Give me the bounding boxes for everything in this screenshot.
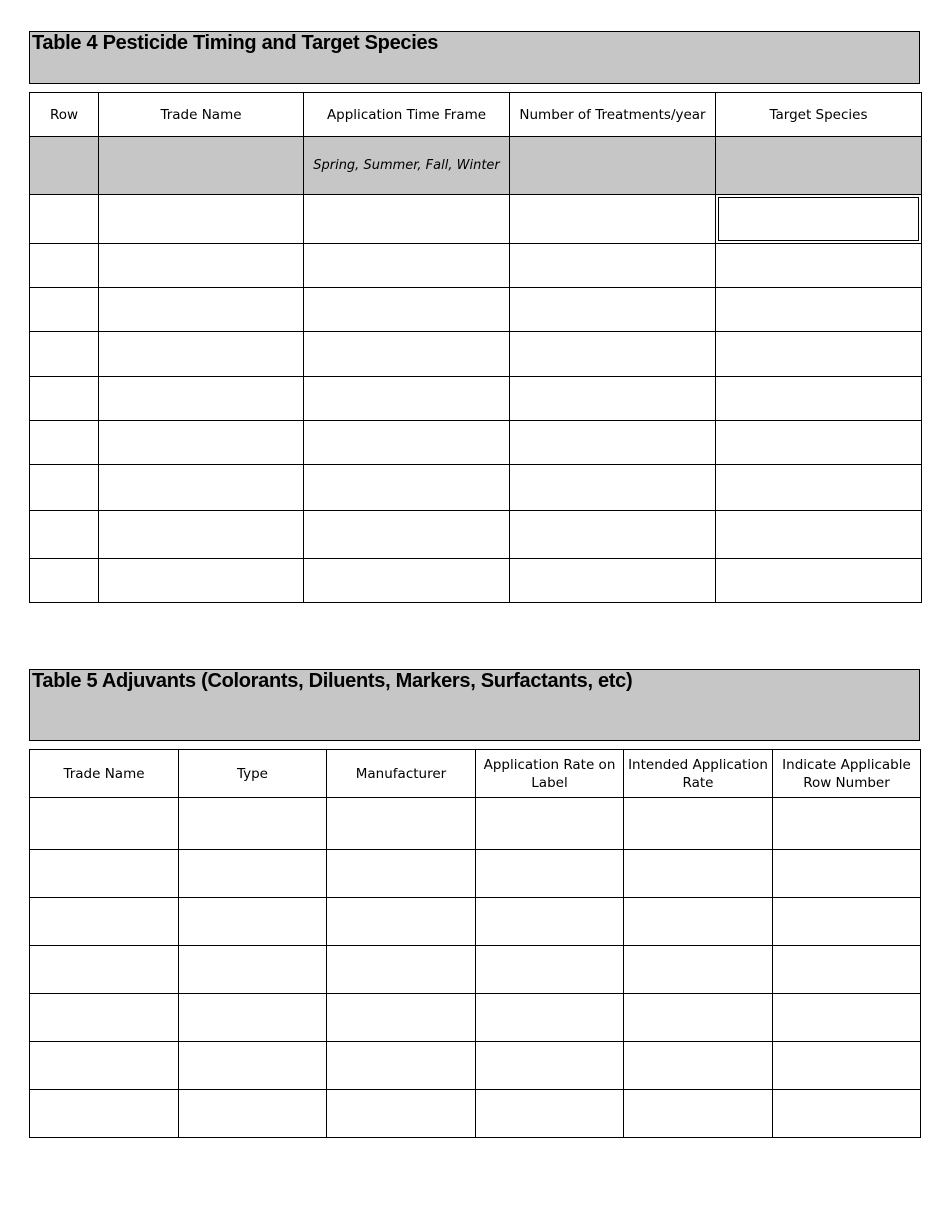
treatments-field[interactable]: [510, 559, 716, 603]
table5-header-row: [30, 750, 921, 798]
table4: [29, 92, 922, 603]
table5-row: [30, 798, 921, 850]
application-time-frame-hint: Spring, Summer, Fall, Winter: [313, 158, 500, 173]
table4-header-trade-name: Trade Name: [99, 93, 304, 137]
manufacturer-field[interactable]: [327, 850, 476, 898]
table5-header-application-rate-on-label: Application Rate on Label: [476, 750, 624, 798]
application-time-frame-field[interactable]: [304, 421, 510, 465]
trade-name-field[interactable]: [30, 946, 179, 994]
table4-row: [30, 244, 922, 288]
table4-title: Table 4 Pesticide Timing and Target Species: [32, 32, 439, 54]
treatments-field[interactable]: [510, 288, 716, 332]
application-time-frame-field[interactable]: [304, 244, 510, 288]
table4-header-target-species: Target Species: [716, 93, 922, 137]
table4-row: [30, 559, 922, 603]
intended-rate-field[interactable]: [624, 994, 773, 1042]
trade-name-field[interactable]: [99, 511, 304, 559]
type-field[interactable]: [179, 898, 327, 946]
row-field[interactable]: [30, 421, 99, 465]
application-time-frame-field[interactable]: [304, 377, 510, 421]
table5-header-applicable-row-number: Indicate Applicable Row Number: [773, 750, 921, 798]
table5-title: Table 5 Adjuvants (Colorants, Diluents, Markers, Surfactants, etc): [32, 670, 633, 692]
hint-cell: [304, 137, 510, 195]
row-field[interactable]: [30, 377, 99, 421]
table4-row: [30, 511, 922, 559]
trade-name-field[interactable]: [99, 421, 304, 465]
treatments-field[interactable]: [510, 332, 716, 377]
label-rate-field[interactable]: [476, 1042, 624, 1090]
intended-rate-field[interactable]: [624, 946, 773, 994]
trade-name-field[interactable]: [99, 332, 304, 377]
table4-row: [30, 465, 922, 511]
trade-name-field[interactable]: [30, 798, 179, 850]
manufacturer-field[interactable]: [327, 1042, 476, 1090]
target-species-field[interactable]: [716, 511, 922, 559]
application-time-frame-field[interactable]: [304, 332, 510, 377]
row-field[interactable]: [30, 288, 99, 332]
table5-row: [30, 1090, 921, 1138]
treatments-field[interactable]: [510, 465, 716, 511]
table4-header-treatments-per-year: Number of Treatments/year: [510, 93, 716, 137]
intended-rate-field[interactable]: [624, 798, 773, 850]
target-species-field[interactable]: [716, 195, 922, 244]
table5-row: [30, 994, 921, 1042]
trade-name-field[interactable]: [99, 559, 304, 603]
row-field[interactable]: [30, 332, 99, 377]
table5: [29, 749, 921, 1138]
table4-row: [30, 421, 922, 465]
application-time-frame-field[interactable]: [304, 195, 510, 244]
table4-header-application-time-frame: Application Time Frame: [304, 93, 510, 137]
table4-row: [30, 332, 922, 377]
target-species-field[interactable]: [716, 377, 922, 421]
trade-name-field[interactable]: [99, 288, 304, 332]
row-field[interactable]: [30, 511, 99, 559]
type-field[interactable]: [179, 946, 327, 994]
table5-row: [30, 850, 921, 898]
application-time-frame-field[interactable]: [304, 511, 510, 559]
treatments-field[interactable]: [510, 377, 716, 421]
row-number-field[interactable]: [773, 850, 921, 898]
table4-row: [30, 377, 922, 421]
table5-row: [30, 1042, 921, 1090]
treatments-field[interactable]: [510, 195, 716, 244]
hint-cell: [99, 137, 304, 195]
trade-name-field[interactable]: [99, 377, 304, 421]
target-species-field[interactable]: [716, 559, 922, 603]
table4-header-row: [30, 93, 922, 137]
type-field[interactable]: [179, 798, 327, 850]
row-field[interactable]: [30, 465, 99, 511]
table5-header-manufacturer: Manufacturer: [327, 750, 476, 798]
intended-rate-field[interactable]: [624, 1090, 773, 1138]
type-field[interactable]: [179, 994, 327, 1042]
hint-cell: [716, 137, 922, 195]
target-species-field[interactable]: [716, 421, 922, 465]
table5-header-intended-application-rate: Intended Application Rate: [624, 750, 773, 798]
trade-name-field[interactable]: [99, 465, 304, 511]
manufacturer-field[interactable]: [327, 946, 476, 994]
intended-rate-field[interactable]: [624, 898, 773, 946]
row-number-field[interactable]: [773, 994, 921, 1042]
target-species-field[interactable]: [716, 288, 922, 332]
label-rate-field[interactable]: [476, 1090, 624, 1138]
row-field[interactable]: [30, 559, 99, 603]
treatments-field[interactable]: [510, 511, 716, 559]
trade-name-field[interactable]: [99, 244, 304, 288]
application-time-frame-field[interactable]: [304, 288, 510, 332]
label-rate-field[interactable]: [476, 798, 624, 850]
focused-field-box[interactable]: [718, 197, 919, 241]
table5-header-trade-name: Trade Name: [30, 750, 179, 798]
type-field[interactable]: [179, 850, 327, 898]
label-rate-field[interactable]: [476, 850, 624, 898]
row-number-field[interactable]: [773, 1042, 921, 1090]
manufacturer-field[interactable]: [327, 994, 476, 1042]
table4-header-row-col: Row: [30, 93, 99, 137]
row-number-field[interactable]: [773, 946, 921, 994]
hint-cell: [510, 137, 716, 195]
target-species-field[interactable]: [716, 332, 922, 377]
trade-name-field[interactable]: [30, 850, 179, 898]
target-species-field[interactable]: [716, 244, 922, 288]
table4-row: [30, 288, 922, 332]
table5-row: [30, 898, 921, 946]
trade-name-field[interactable]: [99, 195, 304, 244]
trade-name-field[interactable]: [30, 1090, 179, 1138]
label-rate-field[interactable]: [476, 946, 624, 994]
table5-header-type: Type: [179, 750, 327, 798]
type-field[interactable]: [179, 1090, 327, 1138]
table4-hint-row: [30, 137, 922, 195]
application-time-frame-field[interactable]: [304, 465, 510, 511]
row-field[interactable]: [30, 195, 99, 244]
table5-title-bar: [29, 669, 920, 741]
intended-rate-field[interactable]: [624, 850, 773, 898]
label-rate-field[interactable]: [476, 898, 624, 946]
treatments-field[interactable]: [510, 421, 716, 465]
trade-name-field[interactable]: [30, 1042, 179, 1090]
trade-name-field[interactable]: [30, 994, 179, 1042]
manufacturer-field[interactable]: [327, 1090, 476, 1138]
trade-name-field[interactable]: [30, 898, 179, 946]
hint-cell: [30, 137, 99, 195]
table4-title-bar: [29, 31, 920, 84]
table4-row: [30, 195, 922, 244]
type-field[interactable]: [179, 1042, 327, 1090]
application-time-frame-field[interactable]: [304, 559, 510, 603]
target-species-field[interactable]: [716, 465, 922, 511]
intended-rate-field[interactable]: [624, 1042, 773, 1090]
table5-row: [30, 946, 921, 994]
label-rate-field[interactable]: [476, 994, 624, 1042]
row-field[interactable]: [30, 244, 99, 288]
row-number-field[interactable]: [773, 1090, 921, 1138]
manufacturer-field[interactable]: [327, 898, 476, 946]
manufacturer-field[interactable]: [327, 798, 476, 850]
treatments-field[interactable]: [510, 244, 716, 288]
row-number-field[interactable]: [773, 898, 921, 946]
row-number-field[interactable]: [773, 798, 921, 850]
